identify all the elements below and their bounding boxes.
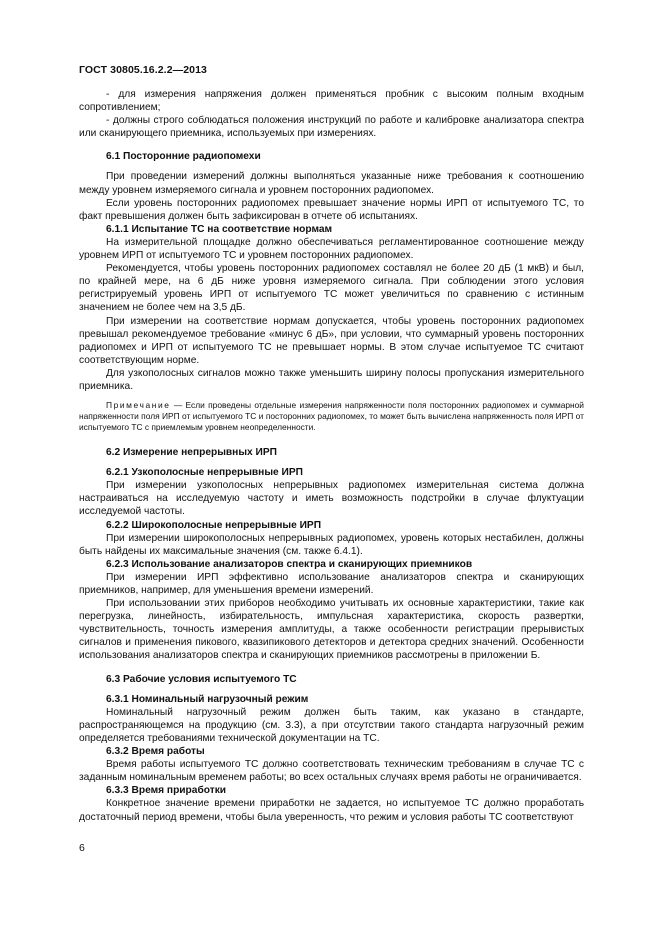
subsection-heading: 6.3.2 Время работы xyxy=(106,746,205,758)
paragraph: При измерении ИРП эффективно использование анализаторов спектра и сканирующих приемников, например, для уменьшения времени измерений. xyxy=(79,571,584,596)
paragraph: Конкретное значение времени приработки не задается, но испытуемое ТС должно проработать достаточный период времени, чтобы была уверенность, что режим и условия работы ТС соответствуют xyxy=(79,798,584,823)
subsection-heading: 6.2.1 Узкополосные непрерывные ИРП xyxy=(106,467,303,479)
paragraph: Рекомендуется, чтобы уровень посторонних радиопомех составлял не более 20 дБ (1 мкВ) и был, по крайней мере, на 6 дБ ниже уровня измеряемого сигнала. При соблюдении этого условия регистрируемый уровень ИРП от испытуемого ТС может увеличиться по сравнению с истинным значением не более чем на 3,5 дБ. xyxy=(79,263,584,314)
section-heading: 6.3 Рабочие условия испытуемого ТС xyxy=(106,673,297,685)
paragraph: Для узкополосных сигналов можно также уменьшить ширину полосы пропускания измерительного приемника. xyxy=(79,367,584,392)
section-heading: 6.1 Посторонние радиопомехи xyxy=(106,151,261,163)
subsection-heading: 6.2.3 Использование анализаторов спектра и сканирующих приемников xyxy=(106,558,473,570)
note-text: — Если проведены отдельные измерения напряженности поля посторонних радиопомех и суммарной напряженности поля ИРП от испытуемого ТС и посторонних радиопомех, то может быть вычислена напряженность поля ИРП от испытуемого ТС с приемлемым уровнем неопределенности. xyxy=(79,400,584,433)
paragraph: При измерении узкополосных непрерывных радиопомех измерительная система должна настраиваться на исследуемую частоту и иметь возможность подстройки в случае флуктуации исследуемой частоты. xyxy=(79,480,584,518)
note xyxy=(79,400,584,433)
paragraph: При проведении измерений должны выполняться указанные ниже требования к соотношению между уровнем измеряемого сигнала и уровнем посторонних радиопомех. xyxy=(79,171,584,196)
list-item: - для измерения напряжения должен применяться пробник с высоким полным входным сопротивлением; xyxy=(79,89,584,114)
subsection-heading: 6.2.2 Широкополосные непрерывные ИРП xyxy=(106,519,322,531)
section-heading: 6.2 Измерение непрерывных ИРП xyxy=(106,447,277,459)
subsection-heading: 6.3.1 Номинальный нагрузочный режим xyxy=(106,693,309,705)
document-header: ГОСТ 30805.16.2.2—2013 xyxy=(79,64,207,76)
subsection-heading: 6.3.3 Время приработки xyxy=(106,785,227,797)
document-body xyxy=(79,88,584,824)
page-number: 6 xyxy=(79,842,85,854)
list-item: - должны строго соблюдаться положения инструкций по работе и калибровке анализатора спектра или сканирующего приемника, используемых при измерениях. xyxy=(79,115,584,140)
paragraph: На измерительной площадке должно обеспечиваться регламентированное соотношение между уровнем ИРП от испытуемого ТС и уровнем посторонних радиопомех. xyxy=(79,236,584,262)
paragraph: Номинальный нагрузочный режим должен быть таким, как указано в стандарте, распространяющемся на продукцию (см. 3.3), а при отсутствии такого стандарта нагрузочный режим определяется требованиями технической документации на ТС. xyxy=(79,706,584,744)
paragraph: При измерении на соответствие нормам допускается, чтобы уровень посторонних радиопомех превышал рекомендуемое требование «минус 6 дБ», при условии, что суммарный уровень посторонних радиопомех и ИРП от испытуемого ТС не превышает нормы. В этом случае испытуемое ТС считают соответствующим норме. xyxy=(79,315,584,366)
subsection-heading: 6.1.1 Испытание ТС на соответствие нормам xyxy=(106,223,333,235)
paragraph: При измерении широкополосных непрерывных радиопомех, уровень которых нестабилен, должны быть найдены их максимальные значения (см. также 6.4.1). xyxy=(79,532,584,557)
paragraph: Если уровень посторонних радиопомех превышает значение нормы ИРП от испытуемого ТС, то факт превышения должен быть зафиксирован в отчете об испытаниях. xyxy=(79,197,584,222)
note-label: Примечание xyxy=(106,400,171,411)
paragraph: При использовании этих приборов необходимо учитывать их основные характеристики, такие как перегрузка, линейность, избирательность, импульсная характеристика, скорость развертки, чувствительность, точность измерения амплитуды, а также особенности регистрации прерывистых сигналов и применения пикового, квазипикового детекторов и детектора средних значений. Особенности использования анализаторов спектра и сканирующих приемников рассмотрены в приложении Б. xyxy=(79,598,584,662)
paragraph: Время работы испытуемого ТС должно соответствовать техническим требованиям в случае ТС с заданным номинальным временем работы; во всех остальных случаях время работы не ограничивается. xyxy=(79,759,584,784)
